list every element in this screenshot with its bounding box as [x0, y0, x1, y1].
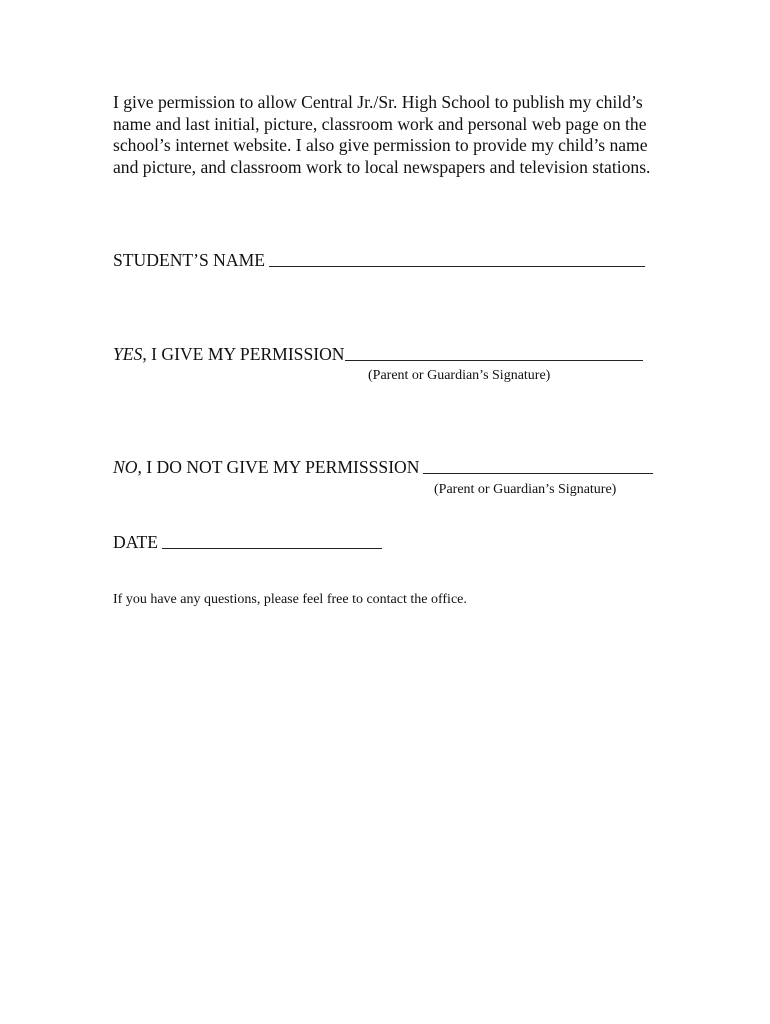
student-name-line[interactable]	[269, 250, 645, 267]
intro-line-2: name and last initial, picture, classroom work and personal web page on the	[113, 113, 647, 134]
date-line[interactable]	[162, 532, 382, 549]
yes-signature-caption: (Parent or Guardian’s Signature)	[368, 368, 551, 383]
date-label: DATE	[113, 532, 158, 552]
no-signature-line[interactable]	[423, 457, 653, 474]
intro-paragraph	[113, 92, 673, 178]
intro-line-1: I give permission to allow Central Jr./Sr. High School to publish my child’s	[113, 92, 643, 112]
student-name-label: STUDENT’S NAME	[113, 250, 265, 270]
yes-permission-label: , I GIVE MY PERMISSION	[142, 344, 345, 364]
no-permission-row	[113, 457, 653, 478]
intro-line-3: school’s internet website. I also give permission to provide my child’s name	[113, 135, 648, 155]
yes-signature-line[interactable]	[345, 344, 643, 361]
yes-permission-row	[113, 344, 643, 365]
student-name-row	[113, 250, 645, 271]
yes-emphasis: YES	[113, 344, 143, 364]
date-row	[113, 532, 382, 553]
intro-line-4: and picture, and classroom work to local newspapers and television stations.	[113, 156, 651, 177]
no-permission-label: , I DO NOT GIVE MY PERMISSSION	[137, 457, 420, 477]
no-signature-caption: (Parent or Guardian’s Signature)	[434, 482, 617, 497]
no-emphasis: NO	[113, 457, 138, 477]
contact-note: If you have any questions, please feel free to contact the office.	[113, 592, 467, 607]
